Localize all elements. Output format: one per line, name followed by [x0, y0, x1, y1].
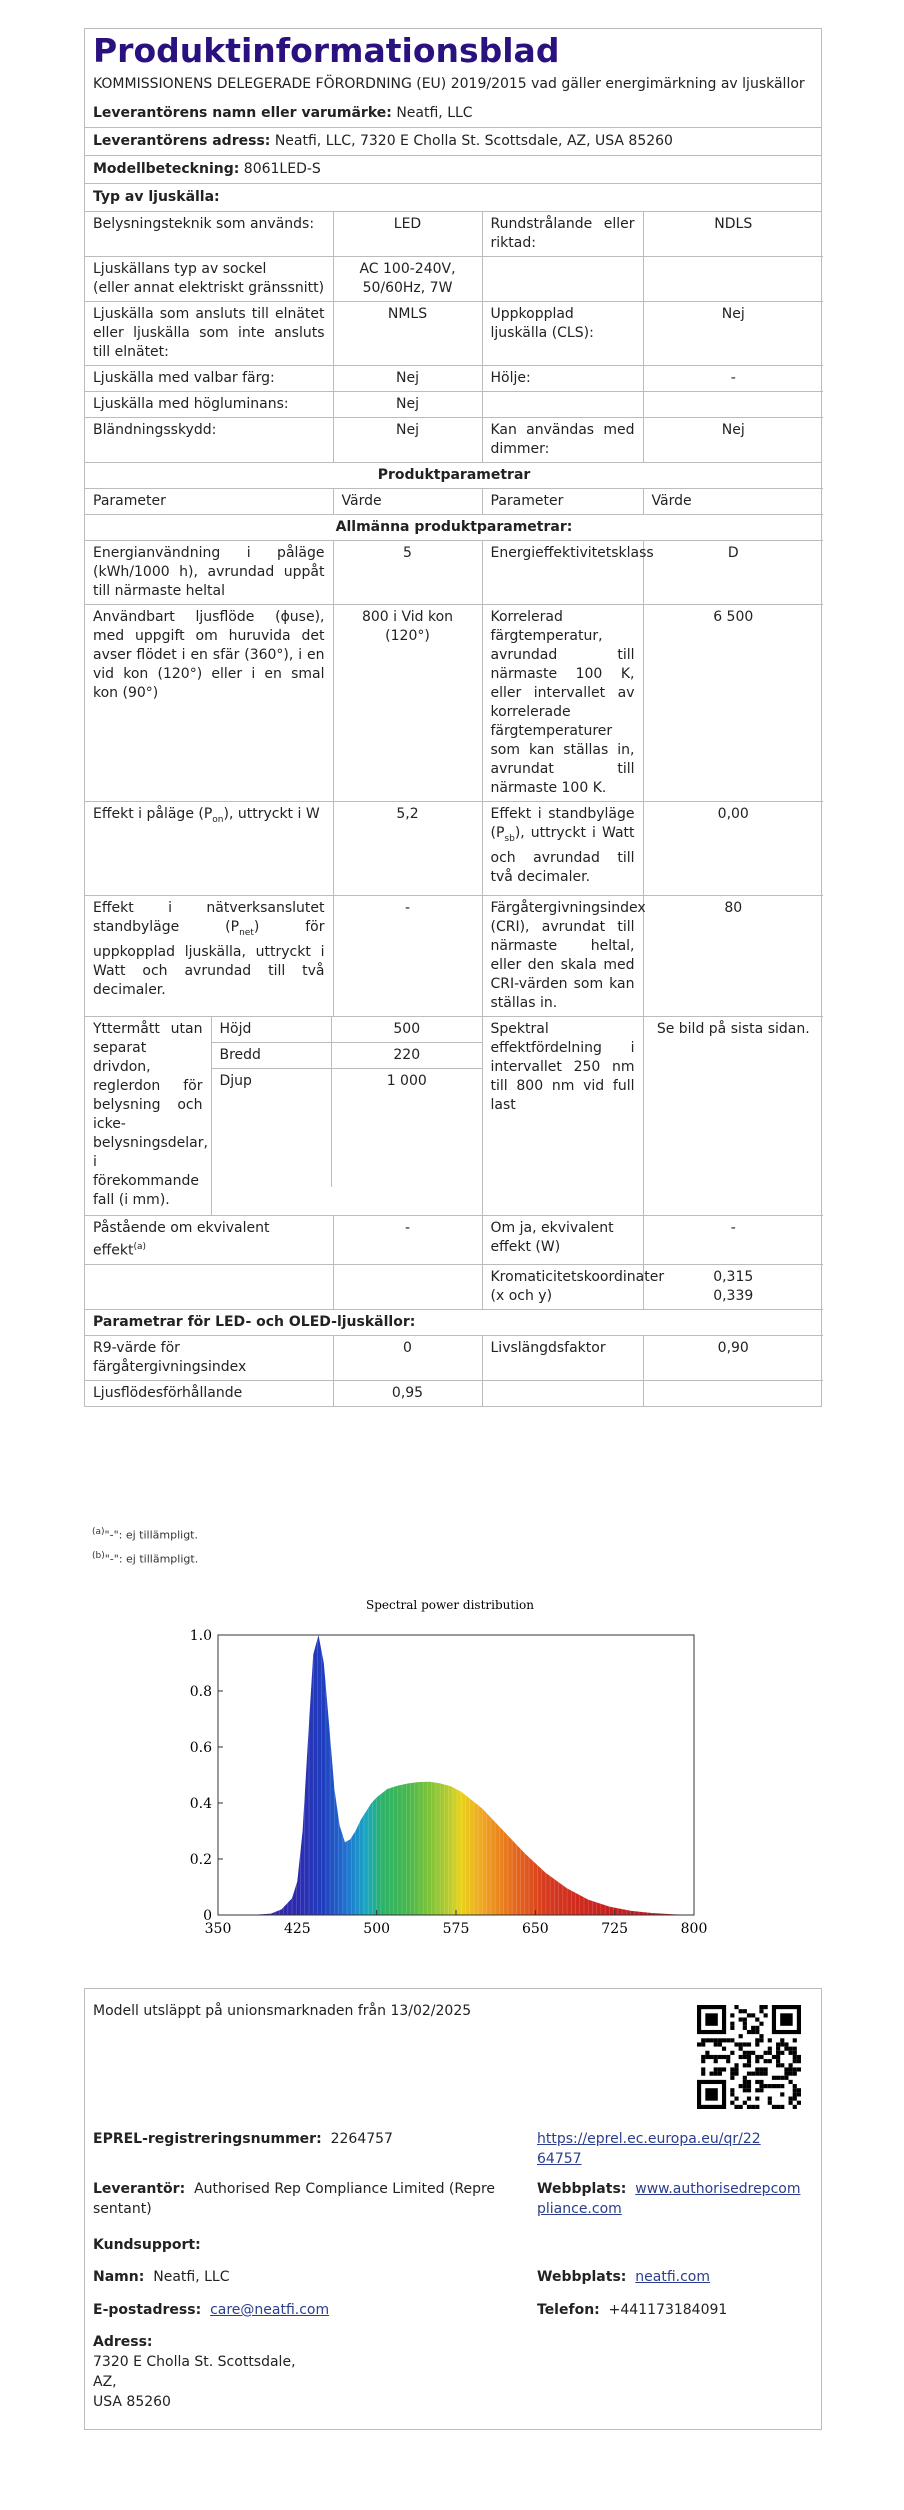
life-value: 0,90	[643, 1335, 823, 1380]
dimension-value: 220	[332, 1043, 482, 1069]
website-row: Webbplats: www.authorisedrepcom pliance.com	[537, 2181, 801, 2217]
type-value: Nej	[333, 418, 482, 463]
page-title: Produktinformationsblad	[93, 31, 560, 70]
y-tick-label: 0.8	[189, 1684, 212, 1700]
website2-row: Webbplats: neatfi.com	[537, 2269, 711, 2285]
dimension-row	[212, 1043, 482, 1069]
type-row	[85, 212, 823, 257]
type-label-2: Hölje:	[482, 366, 643, 392]
type-table-wrap	[85, 212, 821, 463]
market-date: Modell utsläppt på unionsmarknaden från 13/02/2025	[93, 2003, 472, 2019]
model-row: Modellbeteckning: 8061LED-S	[85, 156, 821, 184]
dimensions-cell	[85, 1017, 482, 1216]
dimension-value: 500	[332, 1017, 482, 1043]
spectrum-area	[218, 1635, 694, 1915]
phone-row: Telefon: +441173184091	[537, 2302, 728, 2318]
type-value: Nej	[333, 366, 482, 392]
flux-value: 800 i Vid kon (120°)	[333, 605, 482, 802]
cri-label: Färgåtergivningsindex (CRI), avrundat till närmaste heltal, eller den skala med CRI-värden som kan ställas in.	[482, 896, 643, 1017]
cct-label: Korrelerad färgtemperatur, avrundad till närmaste 100 K, eller intervallet av korrelerade färgtemperaturer som kan ställas in, avrundat till närmaste 100 K.	[482, 605, 643, 802]
spd-label: Spektral effektfördelning i intervallet 250 nm till 800 nm vid full last	[482, 1017, 643, 1216]
col-header-value: Värde	[333, 489, 482, 515]
type-label-2: Uppkopplad ljuskälla (CLS):	[482, 302, 643, 366]
type-value-2: Nej	[643, 418, 823, 463]
type-label: Ljuskällans typ av sockel (eller annat elektriskt gränssnitt)	[85, 257, 333, 302]
spectral-chart-svg	[170, 1595, 730, 1955]
dimension-row	[212, 1017, 482, 1043]
chroma-value: 0,315 0,339	[643, 1264, 823, 1309]
x-tick-label: 425	[283, 1921, 311, 1937]
dimension-row	[212, 1069, 482, 1187]
dimensions-label: Yttermått utan separat drivdon, reglerdon för belysning och icke-belysningsdelar, i förekommande fall (i mm).	[85, 1017, 211, 1215]
qr-code-icon[interactable]	[697, 2005, 801, 2109]
type-label: Ljuskälla med högluminans:	[85, 392, 333, 418]
supplier-name-row: Leverantörens namn eller varumärke: Neatfi, LLC	[85, 100, 821, 128]
type-value-2	[643, 257, 823, 302]
x-tick-label: 650	[521, 1921, 549, 1937]
x-tick-label: 725	[601, 1921, 629, 1937]
cri-value: 80	[643, 896, 823, 1017]
led-params-heading: Parametrar för LED- och OLED-ljuskällor:	[85, 1309, 823, 1335]
type-row	[85, 418, 823, 463]
x-tick-label: 500	[363, 1921, 391, 1937]
psb-label: Effekt i standbyläge $(P_{sb})$, uttryckt i Watt och avrundad till två decimaler.	[482, 802, 643, 896]
dimension-value: 1 000	[386, 1073, 427, 1089]
flux-label: Användbart ljusflöde (ϕuse), med uppgift om huruvida det avser flödet i en sfär (360°), i en vid kon (120°) eller i en smal kon (90°)	[85, 605, 333, 802]
life-label: Livslängdsfaktor	[482, 1335, 643, 1380]
type-label: Ljuskälla som ansluts till elnätet eller ljuskälla som inte ansluts till elnätet:	[85, 302, 333, 366]
type-value-2: Nej	[643, 302, 823, 366]
type-value-2: NDLS	[643, 212, 823, 257]
email-link[interactable]: care@neatfi.com	[210, 2302, 330, 2318]
regulation-subtitle: KOMMISSIONENS DELEGERADE FÖRORDNING (EU) 2019/2015 vad gäller energimärkning av ljuskällor	[93, 76, 805, 92]
support-heading: Kundsupport:	[93, 2237, 201, 2253]
type-value: Nej	[333, 392, 482, 418]
dimension-label: Höjd	[212, 1017, 332, 1043]
chroma-label: Kromaticitetskoordinater (x och y)	[482, 1264, 643, 1309]
params-table-wrap	[85, 463, 821, 1406]
y-tick-label: 0	[203, 1908, 212, 1924]
website2-link[interactable]: neatfi.com	[635, 2269, 711, 2285]
chart-title: Spectral power distribution	[365, 1598, 535, 1612]
pnet-value: -	[333, 896, 482, 1017]
class-label: Energieffektivitetsklass	[482, 541, 643, 605]
type-value: NMLS	[333, 302, 482, 366]
type-row	[85, 392, 823, 418]
r9-label: R9-värde för färgåtergivningsindex	[85, 1335, 333, 1380]
type-label-2: Kan användas med dimmer:	[482, 418, 643, 463]
bottom-info-box	[84, 1988, 822, 2430]
contact-name-row: Namn: Neatfi, LLC	[93, 2269, 230, 2285]
email-row: E-postadress: care@neatfi.com	[93, 2302, 330, 2318]
model-identifier: 8061LED-S	[243, 161, 321, 177]
col-header-param: Parameter	[85, 489, 333, 515]
type-row	[85, 257, 823, 302]
col-header-param: Parameter	[482, 489, 643, 515]
type-heading: Typ av ljuskälla:	[85, 184, 821, 212]
eprel-row: EPREL-registreringsnummer: 2264757	[93, 2131, 393, 2147]
product-params-heading: Produktparametrar	[85, 463, 823, 489]
energy-value: 5	[333, 541, 482, 605]
type-label: Belysningsteknik som används:	[85, 212, 333, 257]
equiv-w-value: -	[643, 1216, 823, 1265]
class-value: D	[643, 541, 823, 605]
type-row	[85, 366, 823, 392]
pon-label: Effekt i påläge $(P_{on})$, uttryckt i W	[85, 802, 333, 896]
phone-number: +441173184091	[608, 2302, 728, 2318]
flux-ratio-label: Ljusflödesförhållande	[85, 1380, 333, 1406]
energy-label: Energianvändning i påläge (kWh/1000 h), avrundad uppåt till närmaste heltal	[85, 541, 333, 605]
footnotes	[92, 1522, 198, 1569]
type-value-2	[643, 392, 823, 418]
r9-value: 0	[333, 1335, 482, 1380]
type-label-2	[482, 257, 643, 302]
type-table	[85, 212, 823, 462]
type-value-2: -	[643, 366, 823, 392]
equiv-label: Påstående om ekvivalent effekt$^{(a)}$	[85, 1216, 333, 1265]
col-header-value: Värde	[643, 489, 823, 515]
y-tick-label: 1.0	[189, 1628, 212, 1644]
product-info-sheet	[84, 28, 822, 1407]
params-table	[85, 463, 823, 1406]
eprel-link[interactable]: https://eprel.ec.europa.eu/qr/22 64757	[537, 2131, 761, 2167]
type-value: AC 100-240V, 50/60Hz, 7W	[333, 257, 482, 302]
type-row	[85, 302, 823, 366]
y-tick-label: 0.6	[189, 1740, 212, 1756]
dimension-label: Bredd	[212, 1043, 332, 1069]
type-label-2	[482, 392, 643, 418]
y-tick-label: 0.4	[189, 1796, 212, 1812]
y-tick-label: 0.2	[189, 1852, 212, 1868]
dimension-label: Djup	[212, 1069, 332, 1187]
website-link[interactable]: www.authorisedrepcom	[635, 2181, 801, 2197]
footnote-a: $^{(a)}$"-": ej tillämpligt.	[92, 1527, 198, 1542]
cct-value: 6 500	[643, 605, 823, 802]
spectral-chart	[170, 1595, 730, 1955]
supplier-name: Neatfi, LLC	[396, 105, 473, 121]
type-value: LED	[333, 212, 482, 257]
address-block: Adress: 7320 E Cholla St. Scottsdale, AZ, USA 85260	[93, 2334, 296, 2410]
spd-value: Se bild på sista sidan.	[643, 1017, 823, 1216]
x-tick-label: 575	[442, 1921, 470, 1937]
footnote-b: $^{(b)}$"-": ej tillämpligt.	[92, 1550, 199, 1566]
dimensions-table	[212, 1017, 482, 1187]
supplier-address-row: Leverantörens adress: Neatfi, LLC, 7320 E Cholla St. Scottsdale, AZ, USA 85260	[85, 128, 821, 156]
type-label-2: Rundstrålande eller riktad:	[482, 212, 643, 257]
pnet-label: Effekt i nätverksanslutet standbyläge $(P_{net})$ för uppkopplad ljuskälla, uttryckt i Watt och avrundad till två decimaler.	[85, 896, 333, 1017]
x-tick-label: 800	[680, 1921, 708, 1937]
pon-value: 5,2	[333, 802, 482, 896]
x-tick-label: 350	[204, 1921, 232, 1937]
eprel-number: 2264757	[330, 2131, 393, 2147]
type-label: Ljuskälla med valbar färg:	[85, 366, 333, 392]
supplier-row: Leverantör: Authorised Rep Compliance Limited (Repre sentant)	[93, 2181, 496, 2217]
equiv-w-label: Om ja, ekvivalent effekt (W)	[482, 1216, 643, 1265]
equiv-value: -	[333, 1216, 482, 1265]
type-label: Bländningsskydd:	[85, 418, 333, 463]
supplier-address: Neatfi, LLC, 7320 E Cholla St. Scottsdale, AZ, USA 85260	[274, 133, 673, 149]
general-params-heading: Allmänna produktparametrar:	[85, 515, 823, 541]
flux-ratio-value: 0,95	[333, 1380, 482, 1406]
psb-value: 0,00	[643, 802, 823, 896]
